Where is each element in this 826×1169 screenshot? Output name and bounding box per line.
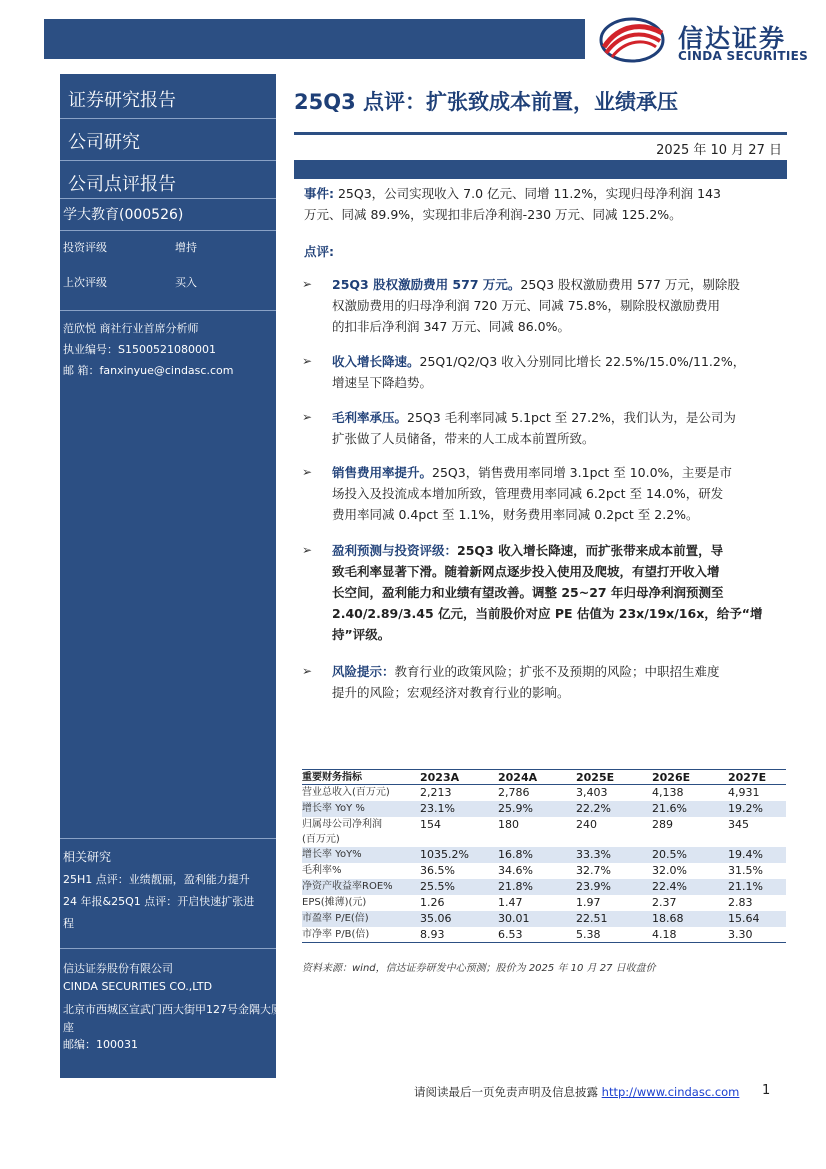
- point-line: 25Q3 收入增长降速，而扩张带来成本前置，导: [457, 543, 724, 558]
- table-cell: 18.68: [652, 912, 684, 925]
- comment-label: 点评:: [304, 244, 334, 259]
- firm-name: 信达证券股份有限公司: [63, 962, 173, 975]
- sidebar-divider: [60, 948, 276, 949]
- bullet-arrow-icon: ➢: [302, 354, 313, 368]
- footer-disclaimer: [414, 1084, 739, 1100]
- table-cell: 25.9%: [498, 802, 533, 815]
- firm-address: 座: [63, 1021, 74, 1034]
- point-head: 盈利预测与投资评级：: [332, 543, 458, 558]
- event-text: 25Q3，公司实现收入 7.0 亿元、同增 11.2%，实现归母净利润 143: [334, 186, 722, 201]
- table-cell: 3.30: [728, 928, 753, 941]
- table-cell: 22.51: [576, 912, 608, 925]
- table-cell: EPS(摊薄)(元): [302, 897, 367, 908]
- table-row: [302, 785, 786, 801]
- rating-label: 投资评级: [63, 241, 107, 254]
- table-cell: 4.18: [652, 928, 677, 941]
- cinda-logo: [598, 17, 808, 65]
- table-header-cell: 2023A: [420, 771, 460, 784]
- table-cell: 345: [728, 818, 749, 831]
- point-line: 持”评级。: [332, 627, 391, 642]
- point-line: 增速呈下降趋势。: [332, 375, 433, 390]
- table-header-cell: 重要财务指标: [302, 772, 362, 783]
- table-cell: 市净率 P/B(倍): [302, 929, 370, 940]
- table-cell: 22.2%: [576, 802, 611, 815]
- point-line: 长空间，盈利能力和业绩有望改善。调整 25~27 年归母净利润预测至: [332, 585, 724, 600]
- logo-text-cn: 信达证券: [678, 24, 787, 53]
- sidebar-divider: [60, 230, 276, 231]
- table-cell: 20.5%: [652, 848, 687, 861]
- point-line: 提升的风险；宏观经济对教育行业的影响。: [332, 685, 570, 700]
- point-line: 25Q1/Q2/Q3 收入分别同比增长 22.5%/15.0%/11.2%，: [419, 354, 746, 369]
- analyst-license: 执业编号：S1500521080001: [63, 343, 216, 356]
- table-cell: (百万元): [302, 834, 340, 845]
- table-cell: 5.38: [576, 928, 601, 941]
- table-cell: 240: [576, 818, 597, 831]
- event-text: 万元、同减 89.9%，实现扣非后净利润-230 万元、同减 125.2%。: [304, 207, 682, 222]
- point-line: 25Q3 毛利率同减 5.1pct 至 27.2%，我们认为，是公司为: [407, 410, 736, 425]
- table-row: [302, 817, 786, 847]
- table-cell: 4,138: [652, 786, 684, 799]
- table-row: [302, 863, 786, 879]
- firm-address: 北京市西城区宣武门西大街甲127号金隅大厦B: [63, 1003, 290, 1016]
- prev-rating-value: 买入: [175, 276, 197, 289]
- table-cell: 8.93: [420, 928, 445, 941]
- rating-value: 增持: [175, 241, 197, 254]
- title-divider: [294, 132, 787, 135]
- sidebar-subcategory: 公司点评报告: [68, 174, 176, 195]
- point-revenue-growth: [332, 351, 784, 393]
- point-sales-expense: [332, 462, 784, 525]
- table-header-cell: 2026E: [652, 771, 691, 784]
- table-cell: 25.5%: [420, 880, 455, 893]
- report-date: 2025 年 10 月 27 日: [656, 143, 782, 158]
- logo-text-en: CINDA SECURITIES: [678, 49, 809, 63]
- table-row: [302, 801, 786, 817]
- point-line: 场投入及投流成本增加所致，管理费用率同减 6.2pct 至 14.0%，研发: [332, 486, 724, 501]
- firm-name-en: CINDA SECURITIES CO.,LTD: [63, 980, 213, 993]
- point-head: 毛利率承压。: [332, 410, 408, 425]
- prev-rating-label: 上次评级: [63, 276, 107, 289]
- table-cell: 市盈率 P/E(倍): [302, 913, 369, 924]
- table-header-cell: 2024A: [498, 771, 538, 784]
- related-research-link[interactable]: 程: [63, 917, 74, 930]
- table-cell: 19.2%: [728, 802, 763, 815]
- cinda-logo-icon: [598, 17, 668, 63]
- table-header-cell: 2025E: [576, 771, 615, 784]
- firm-postcode: 邮编：100031: [63, 1038, 138, 1051]
- sidebar-divider: [60, 310, 276, 311]
- bullet-arrow-icon: ➢: [302, 543, 313, 557]
- table-cell: 1035.2%: [420, 848, 469, 861]
- report-title: 25Q3 点评：扩张致成本前置，业绩承压: [294, 90, 678, 114]
- table-cell: 净资产收益率ROE%: [302, 881, 393, 892]
- comment-heading: [304, 241, 784, 262]
- table-row: [302, 911, 786, 927]
- table-cell: 33.3%: [576, 848, 611, 861]
- table-cell: 32.7%: [576, 864, 611, 877]
- point-line: 费用率同减 0.4pct 至 1.1%，财务费用率同减 0.2pct 至 2.2%。: [332, 507, 699, 522]
- table-cell: 2,786: [498, 786, 530, 799]
- sidebar-category: 公司研究: [68, 132, 140, 153]
- table-cell: 21.6%: [652, 802, 687, 815]
- point-line: 25Q3，销售费用率同增 3.1pct 至 10.0%，主要是市: [432, 465, 732, 480]
- point-line: 教育行业的政策风险；扩张不及预期的风险；中职招生难度: [394, 664, 720, 679]
- table-cell: 32.0%: [652, 864, 687, 877]
- table-row: [302, 927, 786, 943]
- company-name: 学大教育(000526): [63, 207, 184, 223]
- table-cell: 34.6%: [498, 864, 533, 877]
- sidebar: [60, 74, 290, 1078]
- header-bar: [44, 19, 585, 59]
- table-cell: 归属母公司净利润: [302, 819, 382, 830]
- point-line: 致毛利率显著下滑。随着新网点逐步投入使用及爬坡，有望打开收入增: [332, 564, 720, 579]
- table-cell: 营业总收入(百万元): [302, 787, 390, 798]
- event-label: 事件:: [304, 186, 334, 201]
- point-head: 风险提示：: [332, 664, 395, 679]
- table-cell: 30.01: [498, 912, 530, 925]
- point-line: 的扣非后净利润 347 万元、同减 86.0%。: [332, 319, 570, 334]
- table-cell: 2.83: [728, 896, 753, 909]
- point-head: 收入增长降速。: [332, 354, 420, 369]
- table-cell: 21.8%: [498, 880, 533, 893]
- table-cell: 增长率 YoY%: [302, 849, 362, 860]
- table-cell: 22.4%: [652, 880, 687, 893]
- bullet-arrow-icon: ➢: [302, 465, 313, 479]
- table-cell: 1.97: [576, 896, 601, 909]
- table-header-cell: 2027E: [728, 771, 767, 784]
- sidebar-divider: [60, 118, 276, 119]
- point-line: 权激励费用的归母净利润 720 万元、同减 75.8%，剔除股权激励费用: [332, 298, 720, 313]
- bullet-arrow-icon: ➢: [302, 664, 313, 678]
- table-cell: 31.5%: [728, 864, 763, 877]
- point-head: 销售费用率提升。: [332, 465, 433, 480]
- table-cell: 23.9%: [576, 880, 611, 893]
- table-cell: 毛利率%: [302, 865, 342, 876]
- table-cell: 289: [652, 818, 673, 831]
- event-paragraph: [304, 183, 784, 225]
- table-cell: 增长率 YoY %: [302, 803, 365, 814]
- related-research-title: 相关研究: [63, 850, 112, 864]
- table-cell: 3,403: [576, 786, 608, 799]
- table-cell: 2,213: [420, 786, 452, 799]
- analyst-name: 范欣悦 商社行业首席分析师: [63, 322, 199, 335]
- table-cell: 15.64: [728, 912, 760, 925]
- table-header-row: [302, 769, 786, 785]
- table-cell: 19.4%: [728, 848, 763, 861]
- table-row: [302, 895, 786, 911]
- table-cell: 6.53: [498, 928, 523, 941]
- sidebar-report-type: 证券研究报告: [68, 90, 176, 111]
- point-forecast-rating: [332, 540, 784, 645]
- point-gross-margin: [332, 407, 784, 449]
- table-cell: 1.47: [498, 896, 523, 909]
- disclaimer-text: 请阅读最后一页免责声明及信息披露: [414, 1085, 602, 1099]
- bullet-arrow-icon: ➢: [302, 410, 313, 424]
- bullet-arrow-icon: ➢: [302, 277, 313, 291]
- related-research-link[interactable]: 25H1 点评：业绩靓丽，盈利能力提升: [63, 873, 250, 886]
- website-link[interactable]: http://www.cindasc.com: [601, 1085, 740, 1099]
- point-equity-incentive: [332, 274, 784, 337]
- table-cell: 35.06: [420, 912, 452, 925]
- table-cell: 36.5%: [420, 864, 455, 877]
- table-cell: 16.8%: [498, 848, 533, 861]
- point-risk: [332, 661, 784, 703]
- related-research-link[interactable]: 24 年报&25Q1 点评：开启快速扩张进: [63, 895, 255, 908]
- table-cell: 2.37: [652, 896, 677, 909]
- table-cell: 180: [498, 818, 519, 831]
- sidebar-divider: [60, 838, 276, 839]
- table-cell: 23.1%: [420, 802, 455, 815]
- point-line: 扩张做了人员储备，带来的人工成本前置所致。: [332, 431, 595, 446]
- table-cell: 21.1%: [728, 880, 763, 893]
- table-cell: 4,931: [728, 786, 760, 799]
- table-source-note: 资料来源：wind，信达证券研发中心预测；股价为 2025 年 10 月 27 日收盘价: [302, 963, 656, 974]
- table-row: [302, 847, 786, 863]
- page-number: 1: [762, 1083, 771, 1098]
- sidebar-divider: [60, 198, 276, 199]
- financial-table: [302, 769, 786, 943]
- point-head: 25Q3 股权激励费用 577 万元。: [332, 277, 521, 292]
- point-line: 2.40/2.89/3.45 亿元，当前股价对应 PE 估值为 23x/19x/16x，给予“增: [332, 606, 763, 621]
- analyst-email[interactable]: 邮 箱：fanxinyue@cindasc.com: [63, 364, 234, 377]
- section-band: [294, 160, 787, 179]
- table-cell: 154: [420, 818, 441, 831]
- point-line: 25Q3 股权激励费用 577 万元，剔除股: [520, 277, 740, 292]
- table-row: [302, 879, 786, 895]
- table-cell: 1.26: [420, 896, 445, 909]
- sidebar-divider: [60, 160, 276, 161]
